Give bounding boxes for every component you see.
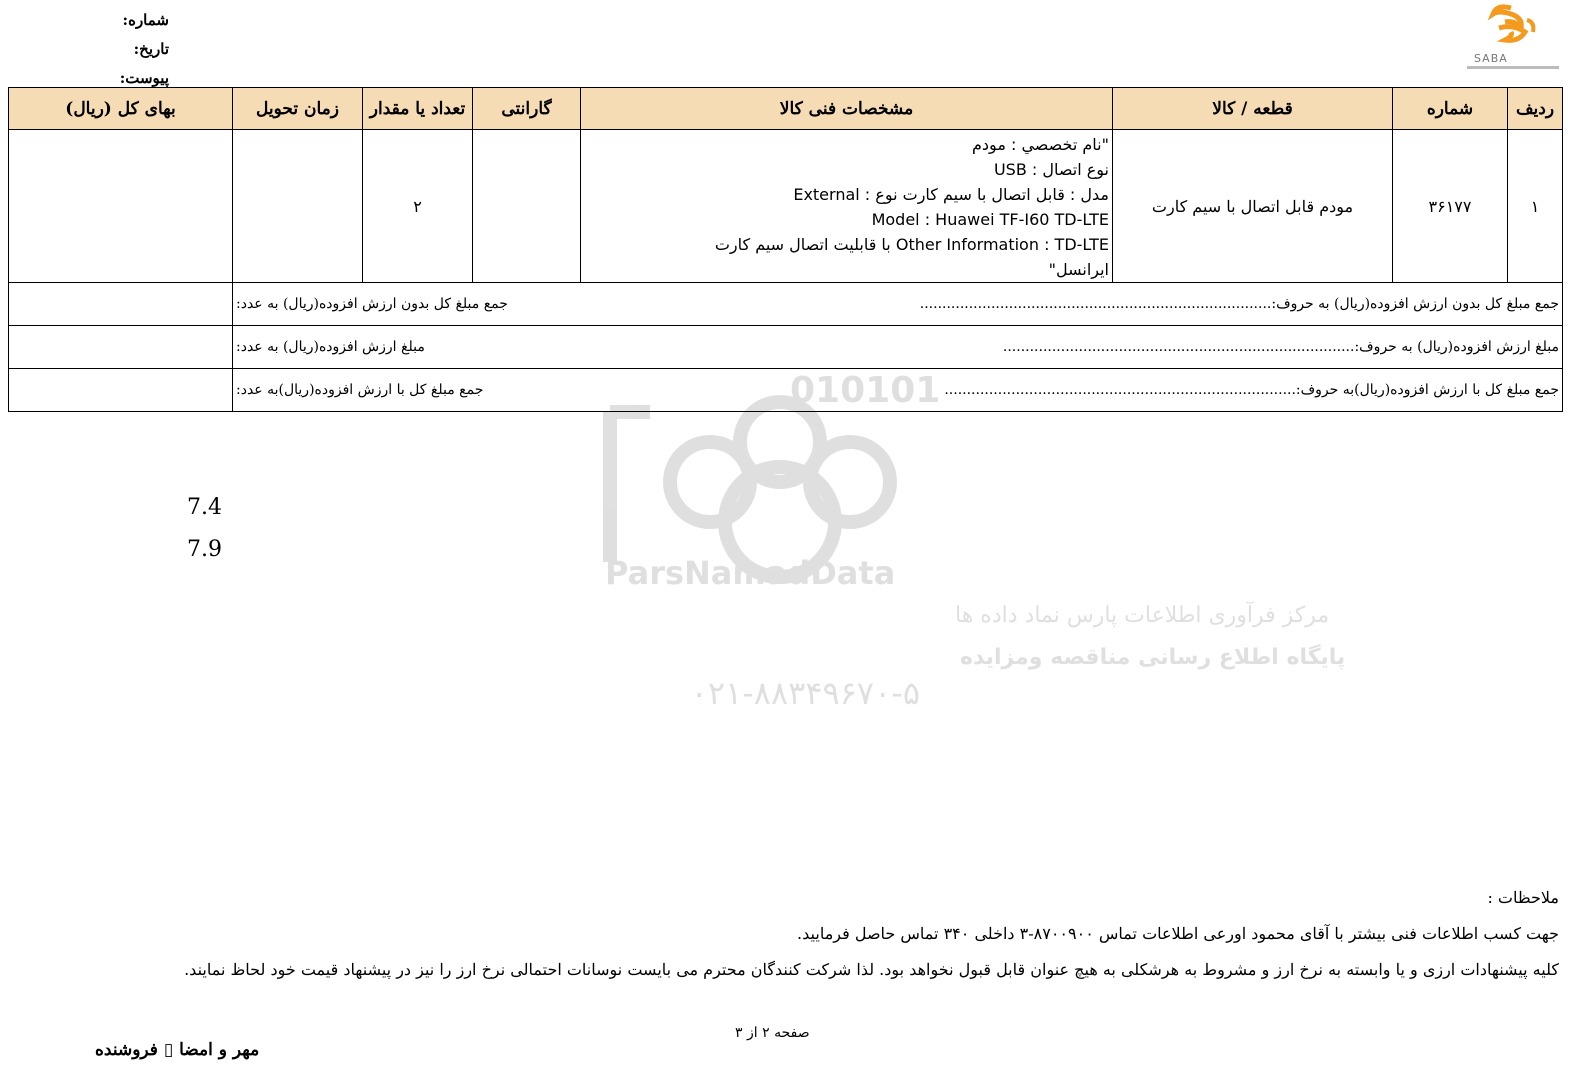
spec-line: Model : Huawei TF-I60 TD-LTE bbox=[871, 210, 1109, 229]
summary-text bbox=[233, 326, 1563, 369]
spec-line: Other Information : TD-LTE با قابلیت اتصال سیم کارت bbox=[714, 235, 1109, 254]
page-number: صفحه ۲ از ۳ bbox=[735, 1025, 810, 1041]
cell-delivery bbox=[233, 130, 363, 283]
summary-digits: جمع مبلغ کل بدون ارزش افزوده(ریال) به عدد: bbox=[236, 296, 508, 312]
number-label: شماره: bbox=[122, 11, 169, 29]
header-labels bbox=[9, 6, 169, 93]
summary-row-vat bbox=[9, 326, 1563, 369]
table-header-row bbox=[9, 88, 1563, 130]
logo-underline bbox=[1467, 66, 1559, 69]
spec-line: "نام تخصصي : مودم bbox=[972, 135, 1109, 154]
summary-text bbox=[233, 283, 1563, 326]
side-numbers bbox=[187, 487, 222, 571]
attachment-label: پیوست: bbox=[119, 69, 169, 87]
summary-text bbox=[233, 369, 1563, 412]
col-header-total: بهای کل (ریال) bbox=[9, 88, 233, 130]
watermark-digits: 010101 bbox=[790, 370, 941, 411]
summary-words: جمع مبلغ کل با ارزش افزوده(ریال)به حروف:............................................................................... bbox=[944, 382, 1559, 398]
cell-row-index: ۱ bbox=[1508, 130, 1563, 283]
spec-line: مدل : قابل اتصال با سیم کارت نوع : External bbox=[793, 185, 1109, 204]
summary-row-subtotal bbox=[9, 283, 1563, 326]
items-table bbox=[8, 87, 1563, 412]
col-header-number: شماره bbox=[1393, 88, 1508, 130]
spec-line: ایرانسل" bbox=[1048, 260, 1109, 279]
col-header-delivery: زمان تحویل bbox=[233, 88, 363, 130]
table-row bbox=[9, 130, 1563, 283]
col-header-row-index: ردیف bbox=[1508, 88, 1563, 130]
side-number: 7.4 bbox=[187, 495, 222, 520]
side-number: 7.9 bbox=[187, 537, 222, 562]
spec-line: نوع اتصال : USB bbox=[993, 160, 1109, 179]
cell-total bbox=[9, 130, 233, 283]
summary-words: مبلغ ارزش افزوده(ریال) به حروف:............................................................................... bbox=[1002, 339, 1559, 355]
watermark-line1: مرکز فرآوری اطلاعات پارس نماد داده ها bbox=[955, 603, 1330, 628]
summary-value bbox=[9, 369, 233, 412]
date-label: تاریخ: bbox=[133, 40, 169, 58]
company-logo bbox=[1449, 0, 1569, 80]
col-header-warranty: گارانتی bbox=[473, 88, 581, 130]
summary-value bbox=[9, 326, 233, 369]
signature-line: مهر و امضا ▯ فروشنده bbox=[95, 1040, 260, 1060]
summary-row-total bbox=[9, 369, 1563, 412]
cell-quantity: ۲ bbox=[363, 130, 473, 283]
summary-digits: جمع مبلغ کل با ارزش افزوده(ریال)به عدد: bbox=[236, 382, 484, 398]
notes-section bbox=[19, 880, 1559, 988]
cell-spec bbox=[581, 130, 1113, 283]
cell-item: مودم قابل اتصال با سیم کارت bbox=[1113, 130, 1393, 283]
notes-line: جهت کسب اطلاعات فنی بیشتر با آقای محمود اورعی اطلاعات تماس ۸۷۰۰۹۰۰-۳ داخلی ۳۴۰ تماس حاصل فرمایید. bbox=[797, 924, 1559, 943]
col-header-item: قطعه / کالا bbox=[1113, 88, 1393, 130]
watermark-phone: ۰۲۱-۸۸۳۴۹۶۷۰-۵ bbox=[690, 674, 920, 712]
watermark-name: ParsNamadData bbox=[605, 554, 896, 592]
summary-value bbox=[9, 283, 233, 326]
notes-line: کلیه پیشنهادات ارزی و یا وابسته به نرخ ارز و مشروط به هرشکلی به هیچ عنوان قابل قبول نخواهد بود. لذا شرکت کنندگان محترم می بایست نوسانات احتمالی نرخ ارز را نیز در پیشنهاد قیمت خود لحاظ نمایند. bbox=[184, 960, 1559, 979]
watermark-line2: پایگاه اطلاع رسانی مناقصه ومزایده bbox=[960, 645, 1346, 670]
col-header-quantity: تعداد یا مقدار bbox=[363, 88, 473, 130]
notes-title: ملاحظات : bbox=[1487, 888, 1559, 907]
cell-warranty bbox=[473, 130, 581, 283]
cell-number: ۳۶۱۷۷ bbox=[1393, 130, 1508, 283]
col-header-spec: مشخصات فنی کالا bbox=[581, 88, 1113, 130]
summary-words: جمع مبلغ کل بدون ارزش افزوده(ریال) به حروف:............................................................................... bbox=[919, 296, 1559, 312]
summary-digits: مبلغ ارزش افزوده(ریال) به عدد: bbox=[236, 339, 425, 355]
logo-text: SABA bbox=[1474, 52, 1508, 65]
